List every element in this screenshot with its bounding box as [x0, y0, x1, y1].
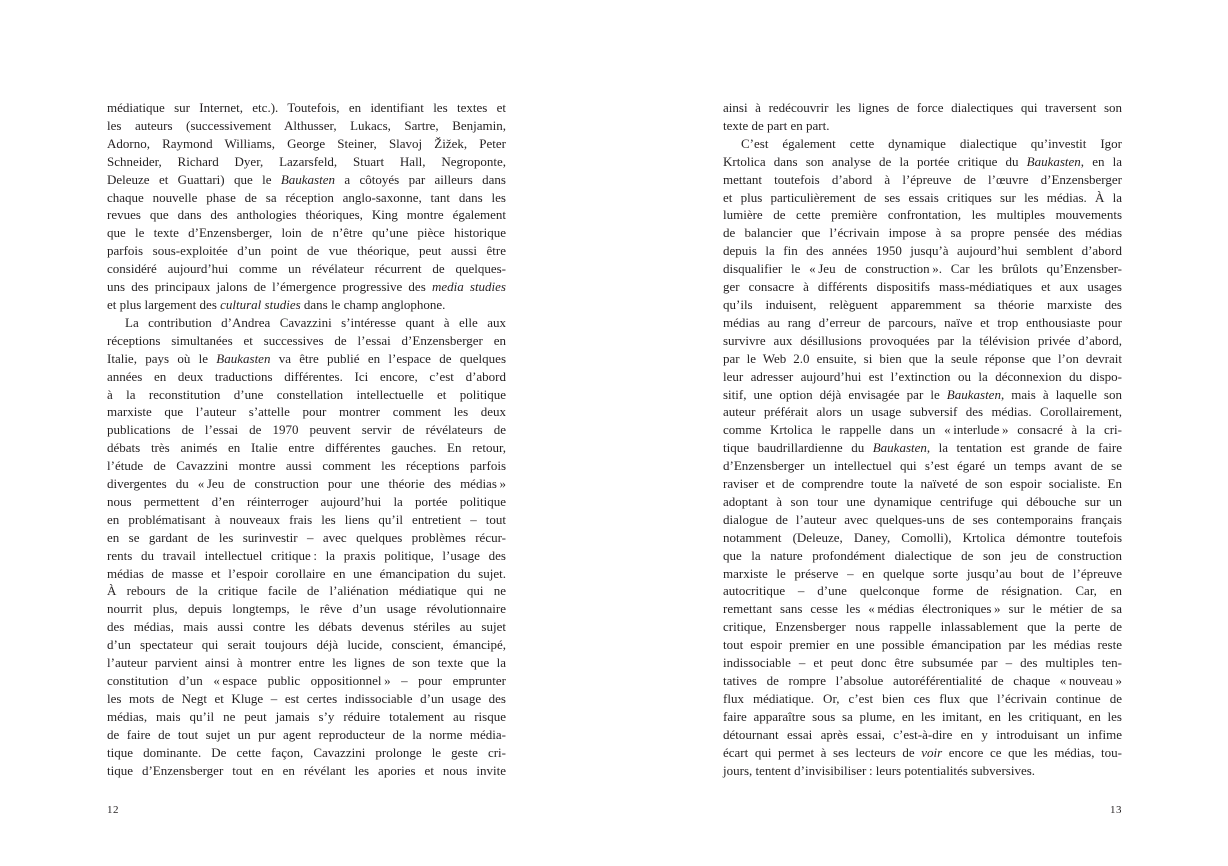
text-line: [107, 386, 506, 404]
text-line: [107, 600, 506, 618]
text-run: nous permettent d’en réinterroger aujourd’hui la portée politique: [107, 493, 506, 509]
text-run: Deleuze et Guattari) que le: [107, 171, 281, 187]
text-run: en se gardant de les surinvestir – avec quelques problèmes récur-: [107, 529, 506, 545]
text-run: disqualifier le « Jeu de construction ». Car les brûlots qu’Enzensber-: [723, 261, 1122, 277]
text-run: dialogue de l’auteur avec quelques-uns de ses contemporains français: [723, 511, 1122, 527]
text-run: divergentes du « Jeu de construction pour une théorie des médias »: [107, 476, 506, 492]
text-run: Adorno, Raymond Williams, George Steiner, Slavoj Žižek, Peter: [107, 135, 506, 151]
text-run: débats très animés en Italie entre différentes gauches. En retour,: [107, 440, 506, 456]
text-line: [723, 654, 1122, 672]
text-run: texte de part en part.: [723, 117, 830, 133]
text-line: [107, 135, 506, 153]
text-line: [723, 690, 1122, 708]
text-line: [107, 421, 506, 439]
text-run: , en la: [1080, 153, 1122, 169]
text-run: autocritique – d’une quelconque forme de résignation. Car, en: [723, 583, 1122, 599]
text-run: que le texte d’Enzensberger, loin de n’être qu’une pièce historique: [107, 225, 506, 241]
text-run: qu’ils induisent, relèguent apparemment sa théorie marxiste des: [723, 296, 1122, 312]
text-line: [107, 618, 506, 636]
text-run: depuis la fin des années 1950 jusqu’à aujourd’hui semblent d’abord: [723, 243, 1122, 259]
text-run: détournant essai après essai, c’est-à-dire en y introduisant un infime: [723, 726, 1122, 742]
text-line: [723, 350, 1122, 368]
text-line: [723, 511, 1122, 529]
text-run: parfois sous-exploitée d’un point de vue théorique, peut aussi être: [107, 243, 506, 259]
text-line: [723, 457, 1122, 475]
text-line: [723, 582, 1122, 600]
text-line: [723, 278, 1122, 296]
text-run: rents du travail intellectuel critique : la praxis politique, l’usage des: [107, 547, 506, 563]
text-line: [107, 368, 506, 386]
text-line: [723, 672, 1122, 690]
text-run: nourrit plus, depuis longtemps, le rêve d’un usage révolutionnaire: [107, 601, 506, 617]
text-line: [723, 762, 1122, 780]
text-line: [723, 636, 1122, 654]
text-run: critique, Enzensberger nous rappelle inlassablement que la perte de: [723, 619, 1122, 635]
paragraph: [723, 99, 1122, 135]
text-line: [723, 421, 1122, 439]
text-run: faire apparaître sous sa plume, en les imitant, en les critiquant, en les: [723, 708, 1122, 724]
text-line: [723, 475, 1122, 493]
text-run: leur adresser aujourd’hui est l’extinction ou la déconnexion du dispo-: [723, 368, 1122, 384]
text-line: [107, 224, 506, 242]
text-line: [107, 457, 506, 475]
text-line: [107, 350, 506, 368]
text-line: [107, 171, 506, 189]
text-line: [107, 511, 506, 529]
text-run: les auteurs (successivement Althusser, Lukacs, Sartre, Benjamin,: [107, 117, 506, 133]
text-line: [107, 242, 506, 260]
page-number: 13: [1110, 804, 1122, 816]
italic-term: voir: [921, 744, 943, 760]
text-line: [107, 296, 506, 314]
text-run: uns des principaux jalons de l’émergence progressive des: [107, 279, 432, 295]
text-line: [723, 260, 1122, 278]
text-line: [107, 565, 506, 583]
text-run: considéré aujourd’hui comme un révélateur récurrent de quelques-: [107, 261, 506, 277]
text-line: [107, 206, 506, 224]
page-number: 12: [107, 804, 119, 816]
text-run: marxiste le préserve – en quelque sorte jusqu’au bout de l’épreuve: [723, 565, 1122, 581]
text-line: [107, 475, 506, 493]
text-run: marxiste que l’auteur s’attelle pour montrer comment les deux: [107, 404, 506, 420]
text-line: [107, 439, 506, 457]
text-run: notamment (Deleuze, Daney, Comolli), Krtolica démontre toutefois: [723, 529, 1122, 545]
text-line: [723, 171, 1122, 189]
text-run: ainsi à redécouvrir les lignes de force dialectiques qui traversent son: [723, 100, 1122, 115]
text-line: [723, 224, 1122, 242]
text-line: [723, 618, 1122, 636]
text-run: tique d’Enzensberger tout en en révélant les apories et nous invite: [107, 762, 506, 778]
text-run: l’étude de Cavazzini montre aussi comment les réceptions parfois: [107, 458, 506, 474]
text-run: l’auteur parvient ainsi à montrer entre les lignes de son texte que la: [107, 655, 506, 671]
text-run: raviser et de comprendre toute la naïveté de son espoir socialiste. En: [723, 476, 1122, 492]
text-run: et plus particulièrement de ses essais critiques sur les médias. À la: [723, 189, 1122, 205]
text-line: [723, 565, 1122, 583]
italic-term: Baukasten: [1026, 153, 1081, 169]
text-run: jours, tentent d’invisibiliser : leurs potentialités subversives.: [723, 762, 1036, 778]
text-run: d’un spectateur qui serait toujours déjà lucide, conscient, émancipé,: [107, 637, 506, 653]
text-line: [107, 493, 506, 511]
text-run: tout espoir premier en une possible émancipation par les médias reste: [723, 637, 1122, 653]
text-run: revues que dans des anthologies théoriques, King montre également: [107, 207, 506, 223]
text-run: médias au rang d’erreur de parcours, naïve et trop enthousiaste pour: [723, 314, 1122, 330]
text-line: [723, 296, 1122, 314]
text-run: indissociable – et peut donc être subsumée par – des multiples ten-: [723, 655, 1122, 671]
text-line: [723, 206, 1122, 224]
text-run: remettant sans cesse les « médias électroniques » sur le métier de sa: [723, 601, 1122, 617]
text-run: par le Web 2.0 ensuite, si bien que la seule réponse que l’on devrait: [723, 350, 1122, 366]
text-run: des médias, mais aussi contre les débats devenus stériles au sujet: [107, 619, 506, 635]
text-line: [723, 135, 1122, 153]
text-line: [107, 762, 506, 780]
text-run: tatives de rompre l’absolue autoréférentialité de chaque « nouveau »: [723, 673, 1122, 688]
italic-term: Baukasten: [946, 386, 1001, 402]
text-line: [723, 708, 1122, 726]
italic-term: Baukasten: [280, 171, 335, 187]
text-line: [107, 260, 506, 278]
italic-term: Baukasten: [872, 440, 927, 456]
text-run: encore ce que les médias, tou-: [942, 744, 1122, 760]
text-line: [107, 636, 506, 654]
page-right: [614, 0, 1228, 866]
text-line: [723, 242, 1122, 260]
text-line: [107, 672, 506, 690]
text-line: [107, 654, 506, 672]
text-line: [723, 547, 1122, 565]
text-line: [107, 547, 506, 565]
text-run: médias de masse et l’espoir corollaire en une émancipation du sujet.: [107, 565, 506, 581]
text-line: [107, 153, 506, 171]
paragraph: [107, 99, 506, 314]
text-run: va être publié en l’espace de quelques: [270, 350, 506, 366]
text-run: de faire de tout sujet un pur agent reproducteur de la norme média-: [107, 726, 506, 742]
text-line: [723, 332, 1122, 350]
text-run: écart qui permet à ses lecteurs de: [723, 744, 922, 760]
paragraph: [723, 135, 1122, 780]
text-run: a côtoyés par ailleurs dans: [335, 171, 506, 187]
text-line: [723, 726, 1122, 744]
text-run: sitif, une option déjà envisagée par le: [723, 386, 947, 402]
text-run: tique baudrillardienne du: [723, 440, 873, 456]
text-run: ger consacre à différents dispositifs mass-médiatiques et aux usages: [723, 279, 1122, 295]
text-run: médias, mais qu’il ne peut jamais s’y réduire totalement au risque: [107, 708, 506, 724]
text-run: les mots de Negt et Kluge – est certes indissociable d’un usage des: [107, 690, 506, 706]
text-run: années en deux traductions différentes. Ici encore, c’est d’abord: [107, 368, 506, 384]
text-line: [107, 690, 506, 708]
text-line: [107, 99, 506, 117]
text-run: Italie, pays où le: [107, 350, 217, 366]
text-line: [723, 314, 1122, 332]
text-line: [723, 117, 1122, 135]
text-run: à la reconstitution d’une constellation intellectuelle et politique: [107, 386, 506, 402]
text-line: [107, 314, 506, 332]
text-run: publications de l’essai de 1970 peuvent servir de révélateurs de: [107, 422, 506, 438]
text-line: [723, 153, 1122, 171]
text-run: constitution d’un « espace public oppositionnel » – pour emprunter: [107, 673, 506, 688]
text-run: lumière de cette première confrontation, les multiples mouvements: [723, 207, 1122, 223]
text-line: [107, 529, 506, 547]
text-run: dans le champ anglophone.: [300, 296, 446, 312]
text-line: [723, 744, 1122, 762]
text-line: [107, 403, 506, 421]
italic-term: cultural studies: [220, 296, 301, 312]
text-line: [723, 368, 1122, 386]
text-run: survivre aux désillusions provoquées par la télévision privée d’abord,: [723, 332, 1122, 348]
text-line: [107, 189, 506, 207]
text-line: [107, 726, 506, 744]
text-run: d’Enzensberger un intellectuel qui s’est égaré un temps avant de se: [723, 458, 1122, 474]
text-line: [107, 117, 506, 135]
text-run: médiatique sur Internet, etc.). Toutefois, en identifiant les textes et: [107, 100, 506, 115]
text-run: chaque nouvelle phase de sa réception anglo-saxonne, tant dans les: [107, 189, 506, 205]
text-line: [723, 189, 1122, 207]
paragraph: [107, 314, 506, 780]
italic-term: Baukasten: [216, 350, 271, 366]
text-line: [723, 386, 1122, 404]
text-line: [107, 332, 506, 350]
text-run: , la tentation est grande de faire: [926, 440, 1122, 456]
text-run: C’est également cette dynamique dialectique qu’investit Igor: [741, 135, 1122, 151]
italic-term: media studies: [431, 279, 506, 295]
text-line: [723, 529, 1122, 547]
text-run: et plus largement des: [107, 296, 221, 312]
text-run: , mais à laquelle son: [1000, 386, 1122, 402]
text-run: Krtolica dans son analyse de la portée critique du: [723, 153, 1027, 169]
text-run: en problématisant à nouveaux frais les liens qu’il entretient – tout: [107, 511, 506, 527]
text-run: La contribution d’Andrea Cavazzini s’intéresse quant à elle aux: [125, 314, 506, 330]
text-block: [107, 99, 506, 779]
text-run: adoptant à son tour une dynamique centrifuge qui débouche sur un: [723, 493, 1122, 509]
text-block: [723, 99, 1122, 779]
text-run: flux médiatique. Or, c’est bien ces flux que l’écrivain continue de: [723, 690, 1122, 706]
text-run: que la nature profondément dialectique de son jeu de construction: [723, 547, 1122, 563]
text-run: Schneider, Richard Dyer, Lazarsfeld, Stuart Hall, Negroponte,: [107, 153, 506, 169]
text-run: comme Krtolica le rappelle dans un « interlude » consacré à la cri-: [723, 422, 1122, 438]
text-run: réceptions simultanées et successives de l’essai d’Enzensberger en: [107, 332, 506, 348]
text-line: [723, 600, 1122, 618]
text-line: [107, 744, 506, 762]
text-line: [107, 582, 506, 600]
text-line: [723, 99, 1122, 117]
text-line: [723, 403, 1122, 421]
text-line: [723, 439, 1122, 457]
text-run: de balancier que l’écrivain impose à sa propre pensée des médias: [723, 225, 1122, 241]
text-line: [107, 708, 506, 726]
text-run: À rebours de la critique facile de l’aliénation médiatique qui ne: [107, 583, 506, 599]
text-line: [723, 493, 1122, 511]
text-line: [107, 278, 506, 296]
text-run: tique dominante. De cette façon, Cavazzini prolonge le geste cri-: [107, 744, 506, 760]
text-run: mettant toutefois d’abord à l’épreuve de l’œuvre d’Enzensberger: [723, 171, 1122, 187]
text-run: auteur préférait alors un usage subversif des médias. Corollairement,: [723, 404, 1122, 420]
